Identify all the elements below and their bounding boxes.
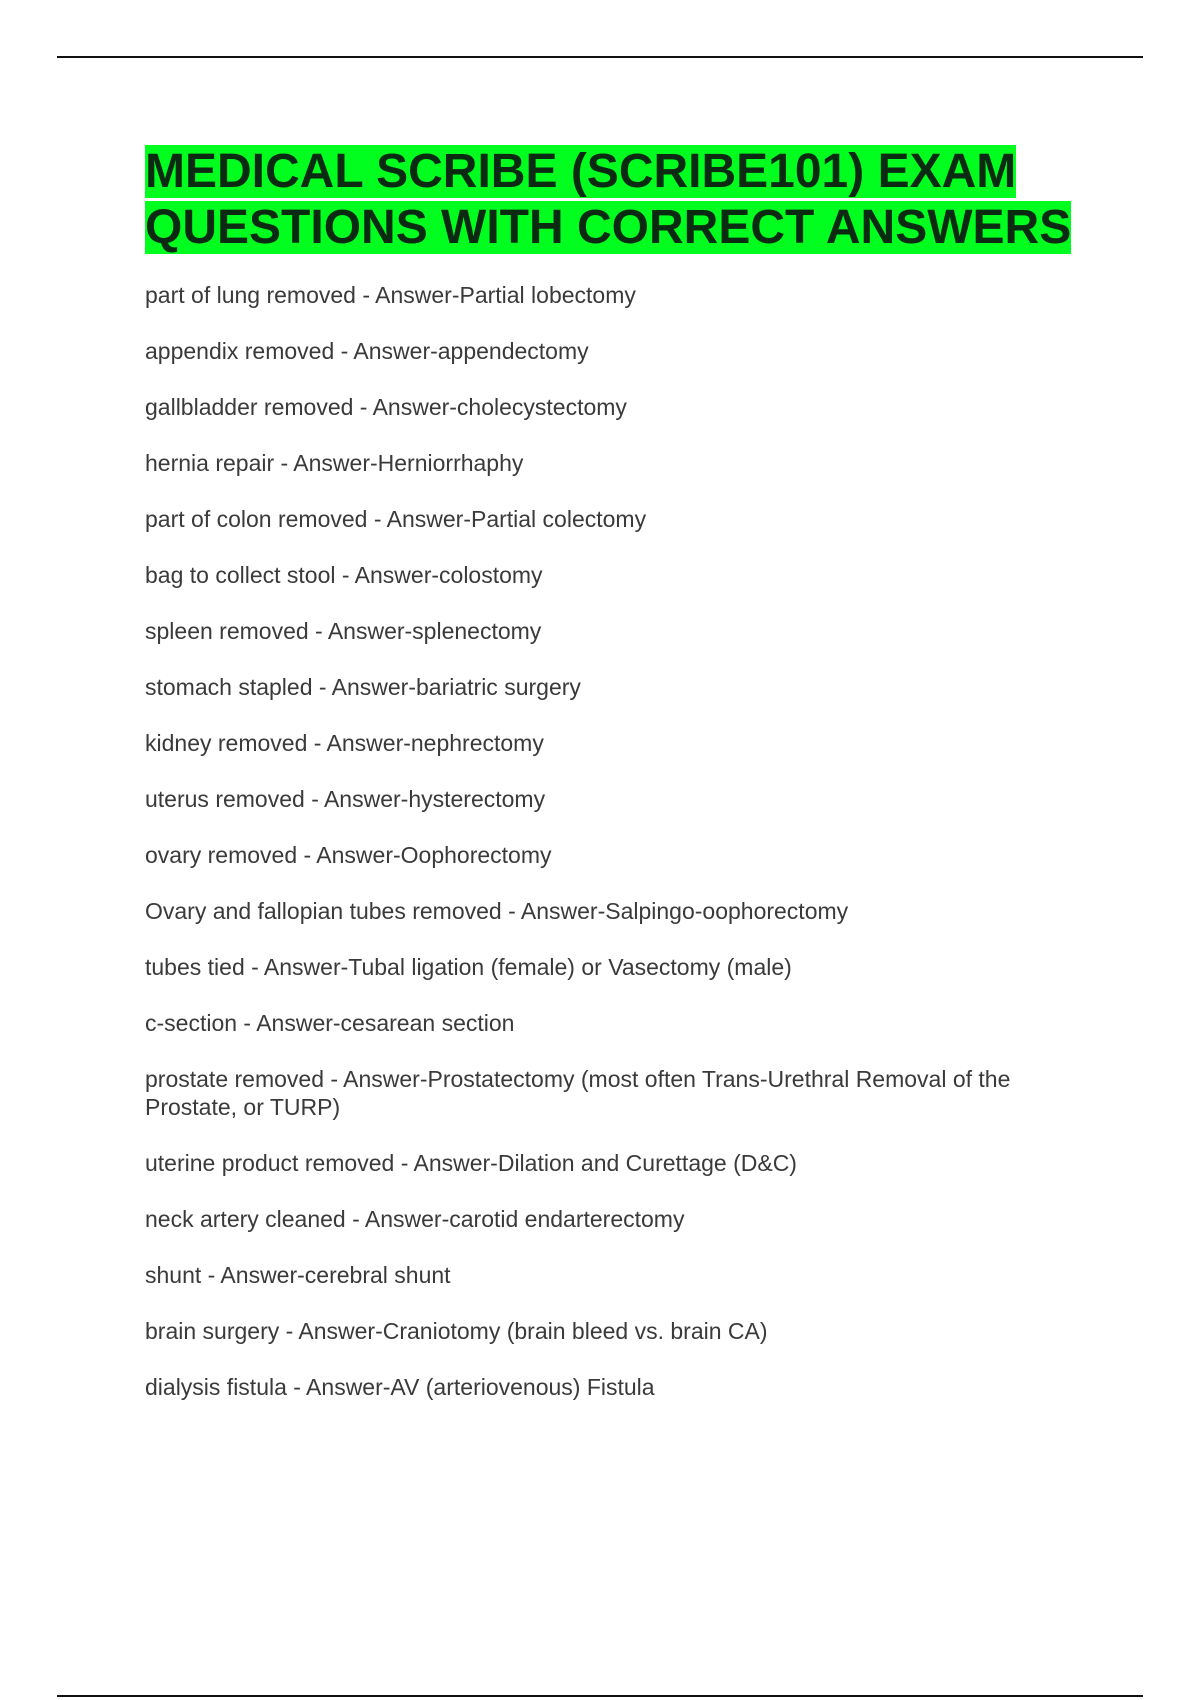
- list-item: part of lung removed - Answer-Partial lobectomy: [145, 282, 636, 308]
- list-item: dialysis fistula - Answer-AV (arteriovenous) Fistula: [145, 1374, 655, 1400]
- title-line-1: MEDICAL SCRIBE (SCRIBE101) EXAM: [145, 145, 1017, 198]
- top-divider: [57, 56, 1143, 58]
- qa-list: [145, 281, 1085, 1429]
- list-item: part of colon removed - Answer-Partial colectomy: [145, 506, 647, 532]
- bottom-divider: [57, 1695, 1143, 1697]
- list-item: shunt - Answer-cerebral shunt: [145, 1262, 451, 1288]
- list-item: uterus removed - Answer-hysterectomy: [145, 786, 546, 812]
- list-item: Ovary and fallopian tubes removed - Answer-Salpingo-oophorectomy: [145, 898, 849, 924]
- list-item: uterine product removed - Answer-Dilation and Curettage (D&C): [145, 1150, 797, 1176]
- list-item: ovary removed - Answer-Oophorectomy: [145, 842, 552, 868]
- list-item: kidney removed - Answer-nephrectomy: [145, 730, 544, 756]
- list-item: hernia repair - Answer-Herniorrhaphy: [145, 450, 524, 476]
- list-item: appendix removed - Answer-appendectomy: [145, 338, 589, 364]
- document-title: [145, 144, 1145, 256]
- list-item: tubes tied - Answer-Tubal ligation (female) or Vasectomy (male): [145, 954, 792, 980]
- list-item: neck artery cleaned - Answer-carotid endarterectomy: [145, 1206, 685, 1232]
- list-item: brain surgery - Answer-Craniotomy (brain bleed vs. brain CA): [145, 1318, 768, 1344]
- list-item: bag to collect stool - Answer-colostomy: [145, 562, 543, 588]
- list-item: c-section - Answer-cesarean section: [145, 1010, 515, 1036]
- list-item: gallbladder removed - Answer-cholecystectomy: [145, 394, 627, 420]
- title-line-2: QUESTIONS WITH CORRECT ANSWERS: [145, 201, 1072, 254]
- list-item: stomach stapled - Answer-bariatric surgery: [145, 674, 581, 700]
- list-item: spleen removed - Answer-splenectomy: [145, 618, 542, 644]
- list-item: prostate removed - Answer-Prostatectomy (most often Trans-Urethral Removal of the Prostate, or TURP): [145, 1066, 1011, 1120]
